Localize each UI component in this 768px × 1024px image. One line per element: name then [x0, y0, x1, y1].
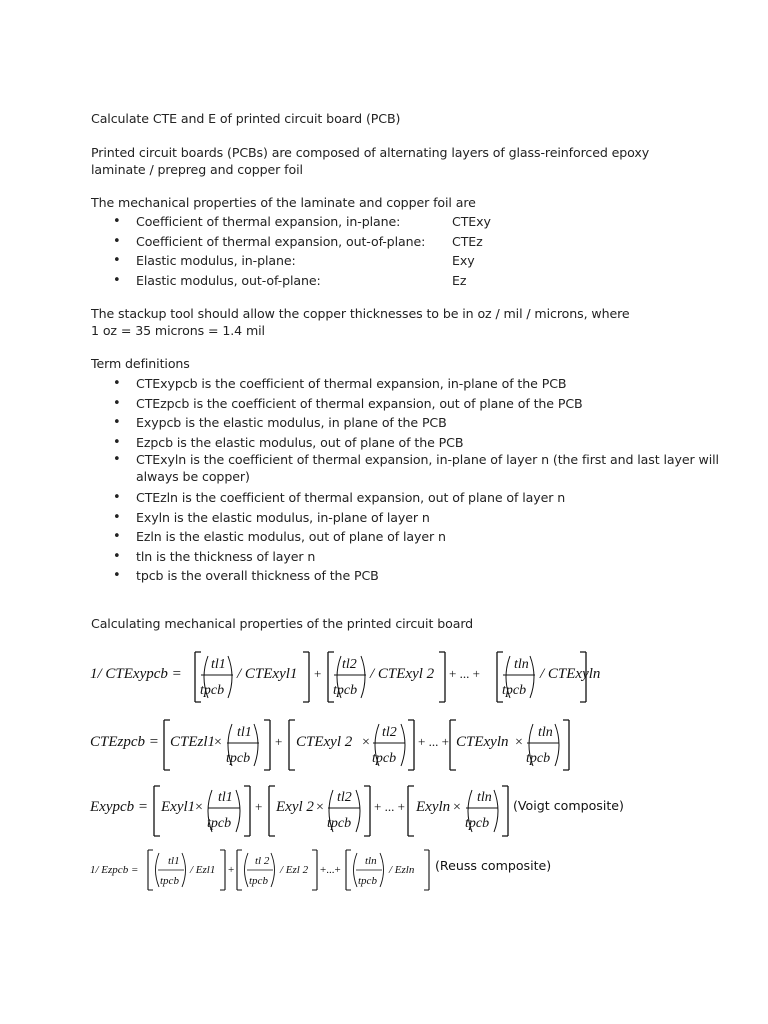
term-item: • CTEzpcb is the coefficient of thermal expansion, out of plane of the PCB	[113, 394, 721, 414]
eq4-term-2: / Ezl 2	[280, 864, 309, 876]
property-item	[113, 251, 475, 271]
eq2-lhs: CTEzpcb =	[90, 734, 159, 750]
right-bracket	[264, 720, 270, 770]
eq4-den-2: tpcb	[249, 875, 268, 887]
term-item: • CTEzln is the coefficient of thermal expansion, out of plane of layer n	[113, 488, 721, 508]
eq2-den-1: tpcb	[226, 751, 251, 766]
eq3-plus: +	[255, 799, 263, 814]
eq2-den-n: tpcb	[526, 751, 551, 766]
eq3-lhs: Exypcb =	[90, 799, 149, 815]
property-symbol: Ez	[452, 272, 467, 288]
term-item: • tln is the thickness of layer n	[113, 547, 721, 567]
eq2-times: ×	[362, 735, 370, 750]
eq1-den-1: tpcb	[200, 683, 225, 698]
intro-line-1: Printed circuit boards (PCBs) are composed of alternating layers of glass-reinforced epoxy	[91, 145, 650, 160]
equation-4	[80, 843, 680, 895]
equation-3	[80, 776, 680, 842]
left-bracket	[154, 786, 160, 836]
eq2-times: ×	[214, 735, 222, 750]
equation-1	[80, 640, 640, 708]
eq1-term-2: / CTExyl 2	[370, 666, 435, 682]
right-paren	[555, 724, 559, 766]
eq2-num-n: tln	[538, 725, 553, 740]
terms-heading: Term definitions	[91, 356, 190, 371]
right-bracket	[244, 786, 250, 836]
eq2-times: ×	[515, 735, 523, 750]
eq1-num-1: tl1	[211, 657, 226, 672]
term-item: • CTExyln is the coefficient of thermal expansion, in-plane of layer n (the first and last layer will always be copper)	[113, 452, 721, 488]
eq4-dots: +...+	[320, 864, 341, 876]
eq4-num-n: tln	[365, 855, 377, 867]
term-item: • Exypcb is the elastic modulus, in plane of the PCB	[113, 413, 721, 433]
eq4-note: (Reuss composite)	[435, 858, 552, 873]
eq4-term-1: / Ezl1	[190, 864, 216, 876]
right-paren	[494, 790, 498, 832]
right-bracket	[563, 720, 569, 770]
left-bracket	[148, 850, 153, 890]
eq1-plus: +	[314, 666, 322, 681]
eq3-num-1: tl1	[218, 790, 233, 805]
property-item	[113, 232, 483, 252]
eq1-num-n: tln	[514, 657, 529, 672]
right-paren	[401, 724, 405, 766]
right-paren	[530, 656, 534, 698]
eq4-lhs: 1/ Ezpcb =	[90, 864, 139, 876]
intro-line-2: laminate / prepreg and copper foil	[91, 162, 303, 177]
eq1-lhs: 1/ CTExypcb =	[90, 666, 182, 682]
eq3-coef-n: Exyln	[416, 799, 451, 815]
term-item: • CTExypcb is the coefficient of thermal expansion, in-plane of the PCB	[113, 374, 721, 394]
eq1-term-1: / CTExyl1	[237, 666, 298, 682]
eq2-den-2: tpcb	[372, 751, 397, 766]
eq4-num-1: tl1	[168, 855, 180, 867]
property-symbol: CTEz	[452, 233, 483, 249]
term-item: • Exyln is the elastic modulus, in-plane of layer n	[113, 508, 721, 528]
left-bracket	[408, 786, 414, 836]
eq3-dots: + ... +	[374, 799, 405, 814]
property-item	[113, 271, 467, 291]
eq1-dots: + ... +	[449, 666, 480, 681]
property-symbol: Exy	[452, 253, 475, 268]
eq3-num-2: tl2	[337, 790, 352, 805]
property-label: Coefficient of thermal expansion, out-of-plane:	[136, 233, 426, 249]
right-paren	[361, 656, 365, 698]
eq3-den-2: tpcb	[327, 816, 352, 831]
property-label: Elastic modulus, out-of-plane:	[136, 272, 321, 288]
eq3-coef-2: Exyl 2	[276, 799, 314, 815]
eq3-note: (Voigt composite)	[513, 798, 624, 813]
stackup-line-1: The stackup tool should allow the copper thicknesses to be in oz / mil / microns, where	[91, 306, 630, 321]
property-symbol: CTExy	[452, 214, 491, 229]
right-paren	[236, 790, 240, 832]
eq1-den-n: tpcb	[502, 683, 527, 698]
eq3-den-1: tpcb	[207, 816, 232, 831]
right-bracket	[439, 652, 445, 702]
eq1-den-2: tpcb	[333, 683, 358, 698]
eq3-times: ×	[316, 800, 324, 815]
right-bracket	[408, 720, 414, 770]
calc-heading: Calculating mechanical properties of the printed circuit board	[91, 616, 474, 631]
right-bracket	[312, 850, 317, 890]
eq2-num-2: tl2	[382, 725, 397, 740]
property-label: Coefficient of thermal expansion, in-plane:	[136, 214, 401, 229]
right-bracket	[220, 850, 225, 890]
properties-heading: The mechanical properties of the laminate and copper foil are	[91, 195, 476, 210]
left-bracket	[346, 850, 351, 890]
eq1-term-n: / CTExyln	[540, 666, 601, 682]
equation-2	[80, 708, 640, 776]
eq2-plus: +	[275, 734, 283, 749]
eq2-coef-n: CTExyln	[456, 734, 509, 750]
right-paren	[254, 724, 258, 766]
property-label: Elastic modulus, in-plane:	[136, 253, 296, 268]
term-item: • Ezln is the elastic modulus, out of plane of layer n	[113, 527, 721, 547]
right-bracket	[364, 786, 370, 836]
eq3-times: ×	[453, 800, 461, 815]
left-bracket	[237, 850, 242, 890]
right-bracket	[502, 786, 508, 836]
eq4-plus: +	[228, 864, 235, 876]
eq4-num-2: tl 2	[255, 855, 270, 867]
properties-list	[113, 212, 491, 290]
left-bracket	[269, 786, 275, 836]
terms-list	[113, 374, 721, 586]
eq2-coef-2: CTExyl 2	[296, 734, 353, 750]
stackup-line-2: 1 oz = 35 microns = 1.4 mil	[91, 323, 265, 338]
right-bracket	[303, 652, 309, 702]
left-bracket	[289, 720, 295, 770]
right-paren	[228, 656, 232, 698]
eq1-num-2: tl2	[342, 657, 357, 672]
eq2-coef-1: CTEzl1	[170, 734, 216, 750]
right-paren	[356, 790, 360, 832]
eq4-den-1: tpcb	[160, 875, 179, 887]
eq4-den-n: tpcb	[358, 875, 377, 887]
eq3-den-n: tpcb	[465, 816, 490, 831]
eq3-num-n: tln	[477, 790, 492, 805]
eq3-times: ×	[195, 800, 203, 815]
doc-title: Calculate CTE and E of printed circuit board (PCB)	[91, 111, 401, 126]
eq3-coef-1: Exyl1	[161, 799, 196, 815]
term-item: • Ezpcb is the elastic modulus, out of plane of the PCB	[113, 433, 721, 453]
right-bracket	[424, 850, 429, 890]
property-item	[113, 212, 491, 232]
eq2-dots: + ... +	[418, 734, 449, 749]
term-item: • tpcb is the overall thickness of the PCB	[113, 566, 721, 586]
eq2-num-1: tl1	[237, 725, 252, 740]
eq4-term-n: / Ezln	[389, 864, 415, 876]
